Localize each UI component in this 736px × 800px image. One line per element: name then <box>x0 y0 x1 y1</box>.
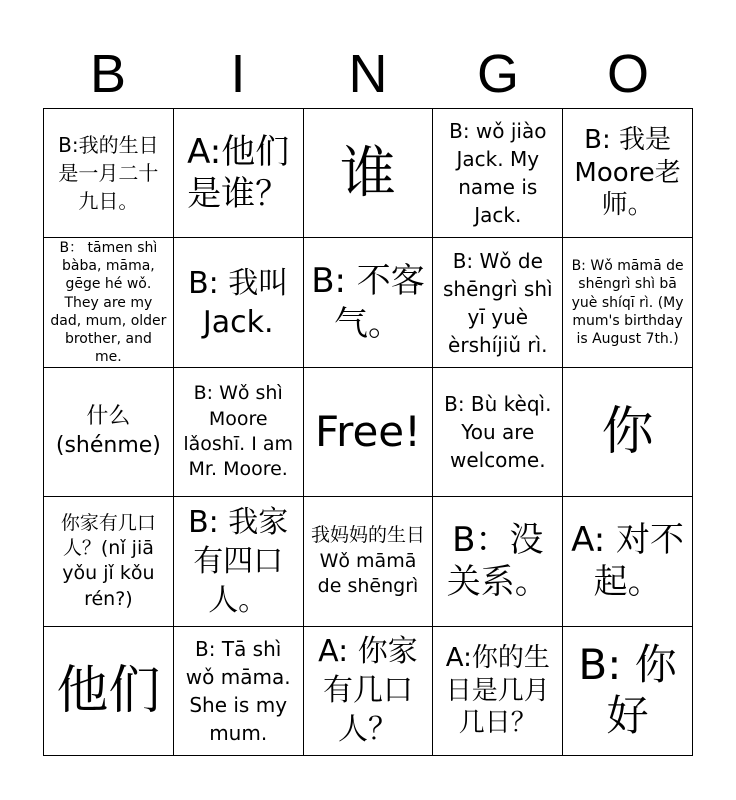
cell-text: B: 我叫Jack. <box>188 265 289 340</box>
bingo-cell[interactable] <box>304 627 434 756</box>
cell-text: B: 你好 <box>578 640 677 740</box>
cell-text: 他们 <box>56 660 161 721</box>
bingo-cell[interactable] <box>304 109 434 238</box>
bingo-cell[interactable] <box>433 368 563 497</box>
header-letter-i: I <box>230 44 246 104</box>
bingo-cell[interactable] <box>174 627 304 756</box>
cell-text: 谁 <box>339 140 396 206</box>
bingo-cell[interactable] <box>433 109 563 238</box>
cell-text: B: Tā shì wǒ māma. She is my mum. <box>185 636 291 745</box>
bingo-cell[interactable] <box>563 109 693 238</box>
cell-text: B: Wǒ de shēngrì shì yī yuè èrshíjiǔ rì. <box>443 248 553 357</box>
cell-text: 你 <box>601 401 654 462</box>
cell-text: B: Wǒ māmā de shēngrì shì bā yuè shíqī rì. (My mum's birthday is August 7th.) <box>571 258 684 347</box>
bingo-cell[interactable] <box>563 238 693 367</box>
bingo-cell[interactable] <box>44 368 174 497</box>
cell-text: A: 对不起。 <box>571 519 685 603</box>
bingo-cell[interactable] <box>433 238 563 367</box>
header-letter-o: O <box>606 44 649 104</box>
cell-text: B: wǒ jiào Jack. My name is Jack. <box>449 119 547 228</box>
cell-text: B:我的生日是一月二十九日。 <box>58 133 159 214</box>
bingo-cell[interactable] <box>174 238 304 367</box>
bingo-cell[interactable] <box>433 627 563 756</box>
header-letter-n: N <box>348 44 388 104</box>
bingo-cell[interactable] <box>174 497 304 626</box>
bingo-header <box>43 40 693 108</box>
cell-text: B: Bù kèqì. You are welcome. <box>444 391 552 472</box>
cell-text: 你家有几口人？(nǐ jiā yǒu jǐ kǒu rén?) <box>60 511 156 610</box>
cell-text: A:他们是谁？ <box>187 131 290 215</box>
cell-text: 我妈妈的生日 Wǒ māmā de shēngrì <box>310 524 425 598</box>
cell-text: A: 你家有几口人？ <box>318 634 418 748</box>
bingo-cell[interactable] <box>304 238 434 367</box>
free-space[interactable] <box>304 368 434 497</box>
bingo-board <box>43 108 693 756</box>
cell-text: B: 不客气。 <box>311 261 425 344</box>
bingo-cell[interactable] <box>174 368 304 497</box>
bingo-cell[interactable] <box>44 627 174 756</box>
cell-text: A:你的生日是几月几日？ <box>445 643 550 739</box>
bingo-cell[interactable] <box>563 368 693 497</box>
cell-text: B: 我家有四口人。 <box>188 504 289 618</box>
bingo-cell[interactable] <box>563 627 693 756</box>
bingo-cell[interactable] <box>44 497 174 626</box>
cell-text: B: Wǒ shì Moore lǎoshī. I am Mr. Moore. <box>183 382 293 481</box>
cell-text: 什么 (shénme) <box>55 404 161 458</box>
header-letter-b: B <box>89 44 127 104</box>
bingo-cell[interactable] <box>304 497 434 626</box>
bingo-cell[interactable] <box>44 238 174 367</box>
bingo-cell[interactable] <box>174 109 304 238</box>
bingo-cell[interactable] <box>433 497 563 626</box>
cell-text: B： tāmen shì bàba, māma, gēge hé wǒ. They are my dad, mum, older brother, and me. <box>50 239 167 366</box>
header-letter-g: G <box>476 44 519 104</box>
bingo-cell[interactable] <box>44 109 174 238</box>
free-space-label: Free! <box>315 406 421 456</box>
cell-text: B：没关系。 <box>446 519 549 603</box>
bingo-cell[interactable] <box>563 497 693 626</box>
cell-text: B: 我是Moore老师。 <box>574 125 681 221</box>
